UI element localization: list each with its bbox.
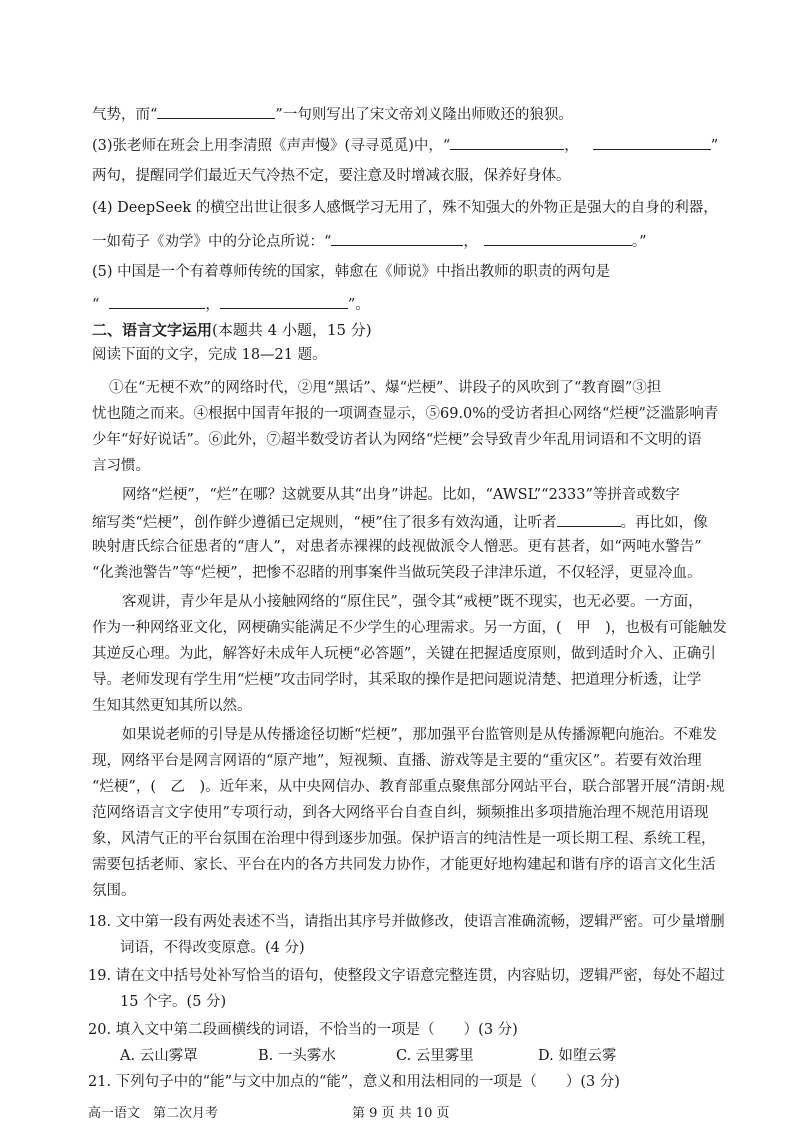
section-heading: 二、语言文字运用(本题共 4 小题，15 分) bbox=[92, 321, 372, 339]
poem-line-1: 气势，而“ ”一句则写出了宋文帝刘义隆出师败还的狼狈。 bbox=[92, 103, 573, 125]
passage-line: 氛围。 bbox=[92, 883, 136, 899]
question-20-options bbox=[120, 1046, 616, 1066]
passage-line: 言习惯。 bbox=[92, 458, 150, 474]
passage-line: “烂梗”，( 乙 )。近年来，从中央网信办、教育部重点聚焦部分网站平台，联合部署开展“清朗·规 bbox=[92, 779, 725, 795]
answer-blank[interactable] bbox=[220, 293, 348, 309]
passage-line: 客观讲，青少年是从小接触网络的“原住民”，强令其“戒梗”既不现实，也无必要。一方面， bbox=[122, 594, 703, 610]
passage-line: 少年“好好说话”。⑥此外，⑦超半数受访者认为网络“烂梗”会导致青少年乱用词语和不文明的语 bbox=[92, 432, 702, 448]
question-21: 21. 下列句子中的“能”与文中加点的“能”，意义和用法相同的一项是（ ）(3 分) bbox=[88, 1074, 620, 1090]
passage-line: 作为一种网络亚文化，网梗确实能满足不少学生的心理需求。另一方面，( 甲 )，也极有可能触发 bbox=[92, 620, 727, 636]
passage-line: 象，风清气正的平台氛围在治理中得到逐步加强。保护语言的纯洁性是一项长期工程、系统工程， bbox=[92, 831, 716, 847]
answer-blank[interactable] bbox=[450, 134, 564, 150]
passage-line: 范网络语言文字使用”专项行动，到各大网络平台自查自纠，频频推出多项措施治理不规范用语现 bbox=[92, 805, 709, 821]
answer-blank[interactable] bbox=[484, 230, 632, 246]
passage-line: 网络“烂梗”，“烂”在哪？这就要从其“出身”讲起。比如，“AWSL”“2333”等拼音或数字 bbox=[122, 487, 680, 503]
passage-line: 如果说老师的引导是从传播途径切断“烂梗”，那加强平台监管则是从传播源靶向施治。不难发 bbox=[122, 727, 717, 743]
answer-blank[interactable] bbox=[593, 134, 711, 150]
poem-line-6: (5) 中国是一个有着尊师传统的国家，韩愈在《师说》中指出教师的职责的两句是 bbox=[92, 264, 611, 280]
option-b[interactable]: B. 一头雾水 bbox=[258, 1048, 336, 1064]
passage-line: 缩写类“烂梗”，创作鲜少遵循已定规则，“梗”住了很多有效沟通，让听者 。再比如，像 bbox=[92, 511, 708, 533]
passage-line: 生知其然更知其所以然。 bbox=[92, 698, 252, 714]
option-d[interactable]: D. 如堕云雾 bbox=[538, 1048, 617, 1064]
poem-line-5: 一如荀子《劝学》中的分论点所说：“ ， 。” bbox=[92, 230, 647, 252]
answer-blank[interactable] bbox=[331, 230, 463, 246]
passage-line: 导。老师发现有学生用“烂梗”攻击同学时，其采取的操作是把问题说清楚、把道理分析透，让学 bbox=[92, 672, 702, 688]
answer-blank[interactable] bbox=[109, 293, 205, 309]
passage-line: 其逆反心理。为此，解答好未成年人玩梗“必答题”，关键在把握适度原则，做到适时介入、正确引 bbox=[92, 646, 716, 662]
option-c[interactable]: C. 云里雾里 bbox=[396, 1048, 474, 1064]
passage-line: “化粪池警告”等“烂梗”，把惨不忍睹的刑事案件当做玩笑段子津津乐道，不仅轻浮，更显冷血。 bbox=[92, 565, 702, 581]
answer-blank[interactable] bbox=[157, 103, 275, 119]
option-a[interactable]: A. 云山雾罩 bbox=[120, 1048, 198, 1064]
question-20: 20. 填入文中第二段画横线的词语，不恰当的一项是（ ）(3 分) bbox=[88, 1022, 518, 1038]
poem-line-3: 两句，提醒同学们最近天气冷热不定，要注意及时增减衣服，保养好身体。 bbox=[92, 168, 571, 184]
passage-line: 忧也随之而来。④根据中国青年报的一项调查显示，⑤69.0%的受访者担心网络“烂梗”泛滥影响青 bbox=[92, 406, 719, 422]
passage-line: 需要包括老师、家长、平台在内的各方共同发力协作，才能更好地构建起和谐有序的语言文化生活 bbox=[92, 857, 716, 873]
section-intro: 阅读下面的文字，完成 18—21 题。 bbox=[92, 347, 327, 363]
question-18: 18. 文中第一段有两处表述不当，请指出其序号并做修改，使语言准确流畅，逻辑严密。可少量增删 bbox=[88, 914, 725, 930]
poem-line-7: “ ， ”。 bbox=[92, 293, 370, 315]
passage-line: ①在“无梗不欢”的网络时代，②甩“黑话”、爆“烂梗”、讲段子的风吹到了“教育圈”③担 bbox=[109, 380, 662, 396]
passage-line: 现，网络平台是网言网语的“原产地”，短视频、直播、游戏等是主要的“重灾区”。若要有效治理 bbox=[92, 753, 702, 769]
question-19-cont: 15 个字。(5 分) bbox=[120, 994, 227, 1010]
footer-course: 高一语文 第二次月考 bbox=[88, 1106, 219, 1121]
poem-line-4: (4) DeepSeek 的横空出世让很多人感慨学习无用了，殊不知强大的外物正是强大的自身的利器， bbox=[92, 200, 718, 216]
question-19: 19. 请在文中括号处补写恰当的语句，使整段文字语意完整连贯，内容贴切，逻辑严密，每处不超过 bbox=[88, 968, 725, 984]
question-18-cont: 词语，不得改变原意。(4 分) bbox=[120, 940, 305, 956]
poem-line-2: (3)张老师在班会上用李清照《声声慢》(寻寻觅觅)中，“ ， ” bbox=[92, 134, 718, 156]
footer-page-number: 第 9 页 共 10 页 bbox=[352, 1106, 450, 1121]
word-blank bbox=[557, 511, 621, 527]
passage-line: 映射唐氏综合征患者的“唐人”，对患者赤裸裸的歧视做派令人憎恶。更有甚者，如“两吨水警告” bbox=[92, 539, 702, 555]
